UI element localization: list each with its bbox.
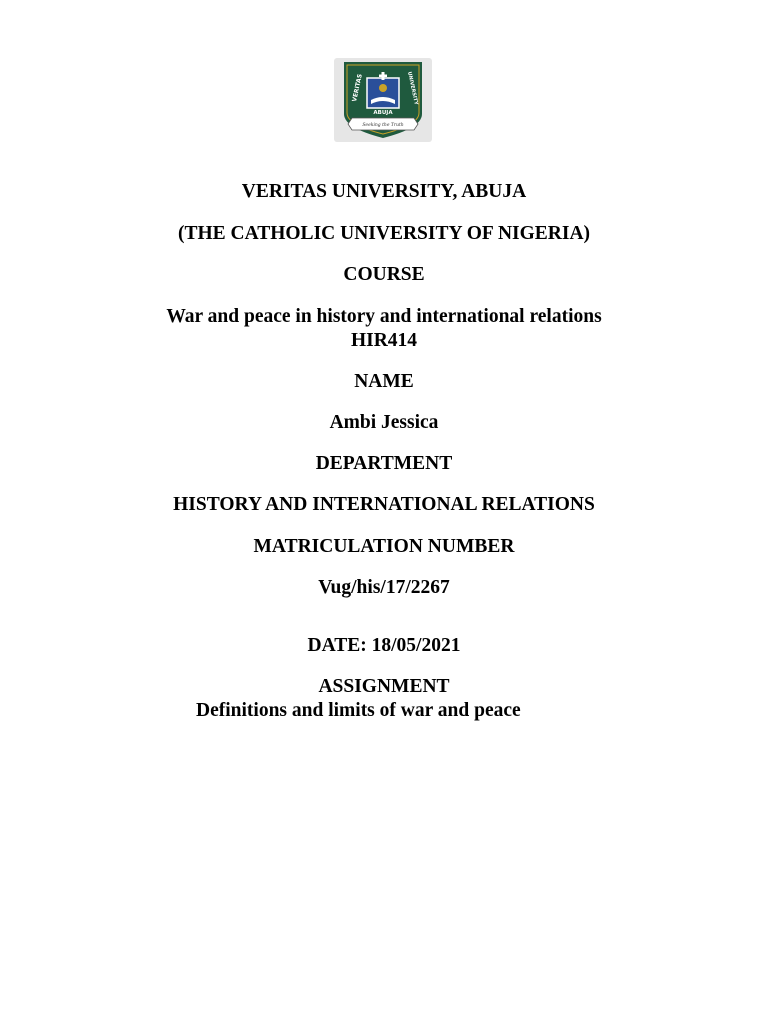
assignment-topic: Definitions and limits of war and peace bbox=[196, 700, 521, 721]
svg-text:Seeking the Truth: Seeking the Truth bbox=[362, 123, 404, 128]
svg-text:VERITAS: VERITAS bbox=[351, 73, 364, 103]
student-name: Ambi Jessica bbox=[329, 412, 439, 433]
assignment-label: ASSIGNMENT bbox=[318, 676, 450, 697]
department-value: HISTORY AND INTERNATIONAL RELATIONS bbox=[173, 494, 595, 515]
university-crest-logo bbox=[334, 58, 432, 142]
university-subtitle: (THE CATHOLIC UNIVERSITY OF NIGERIA) bbox=[177, 223, 591, 244]
svg-text:UNIVERSITY: UNIVERSITY bbox=[406, 71, 419, 106]
submission-date: DATE: 18/05/2021 bbox=[307, 635, 461, 656]
name-label: NAME bbox=[354, 371, 414, 392]
course-label: COURSE bbox=[343, 264, 425, 285]
svg-text:ABUJA: ABUJA bbox=[373, 110, 393, 116]
department-label: DEPARTMENT bbox=[315, 453, 453, 474]
matriculation-number: Vug/his/17/2267 bbox=[318, 577, 450, 598]
course-code: HIR414 bbox=[350, 330, 418, 351]
course-title: War and peace in history and international relations bbox=[166, 306, 602, 327]
university-name: VERITAS UNIVERSITY, ABUJA bbox=[241, 181, 527, 202]
matriculation-label: MATRICULATION NUMBER bbox=[253, 536, 515, 557]
